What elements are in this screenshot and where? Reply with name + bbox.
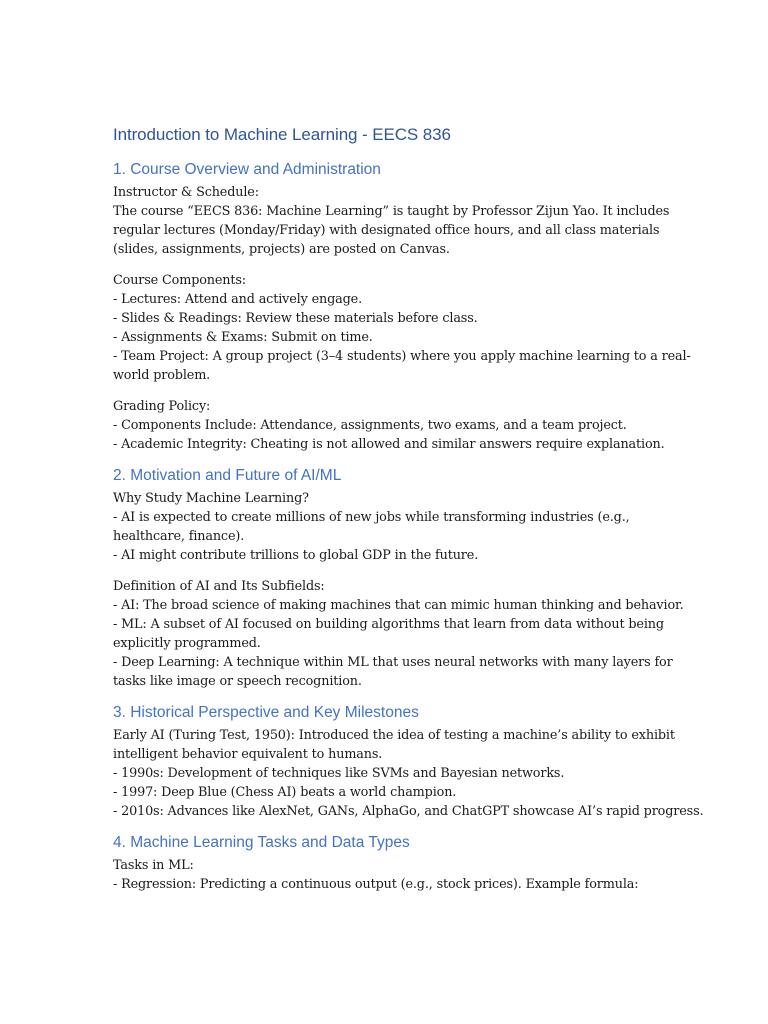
text-line: - Slides & Readings: Review these materials before class. [113,311,478,326]
text-line: world problem. [113,368,211,383]
text-line: - 1990s: Development of techniques like SVMs and Bayesian networks. [113,766,565,781]
text-line: (slides, assignments, projects) are posted on Canvas. [113,242,450,257]
text-line: - AI might contribute trillions to global GDP in the future. [113,548,479,563]
document-content [113,124,704,906]
section-2 [113,466,684,691]
document-title: Introduction to Machine Learning - EECS 836 [113,125,451,144]
paragraph [113,271,691,385]
paragraph [113,397,665,454]
text-line: - Team Project: A group project (3–4 students) where you apply machine learning to a real- [113,349,691,364]
text-line: explicitly programmed. [113,636,261,651]
text-line: The course “EECS 836: Machine Learning” is taught by Professor Zijun Yao. It includes [113,204,670,219]
text-line: - Lectures: Attend and actively engage. [113,292,363,307]
text-line: - 1997: Deep Blue (Chess AI) beats a world champion. [113,785,457,800]
section-heading: 4. Machine Learning Tasks and Data Types [113,834,410,851]
sections-container [113,160,704,894]
text-line: - Components Include: Attendance, assignments, two exams, and a team project. [113,418,627,433]
section-heading: 1. Course Overview and Administration [113,161,381,178]
text-line: - AI: The broad science of making machines that can mimic human thinking and behavior. [113,598,684,613]
paragraph [113,726,704,821]
section-3 [113,703,704,821]
text-line: - 2010s: Advances like AlexNet, GANs, AlphaGo, and ChatGPT showcase AI’s rapid progress. [113,804,704,819]
text-line: Tasks in ML: [113,858,194,873]
section-heading: 2. Motivation and Future of AI/ML [113,467,342,484]
text-line: - Academic Integrity: Cheating is not allowed and similar answers require explanation. [113,437,665,452]
paragraph [113,856,658,894]
section-4 [113,833,658,894]
text-line: Grading Policy: [113,399,211,414]
text-line: Instructor & Schedule: [113,185,259,200]
text-line: Why Study Machine Learning? [113,491,309,506]
text-line: - Deep Learning: A technique within ML that uses neural networks with many layers for [113,655,673,670]
section-1 [113,160,691,454]
text-line: intelligent behavior equivalent to humans. [113,747,383,762]
paragraph [113,489,658,565]
text-line: tasks like image or speech recognition. [113,674,362,689]
text-line: - Regression: Predicting a continuous output (e.g., stock prices). Example formula: [113,877,639,892]
text-line: - Assignments & Exams: Submit on time. [113,330,373,345]
text-line: Definition of AI and Its Subfields: [113,579,325,594]
text-line: - AI is expected to create millions of new jobs while transforming industries (e.g., [113,510,630,525]
text-line: Early AI (Turing Test, 1950): Introduced the idea of testing a machine’s ability to exhibit [113,728,675,743]
text-line: healthcare, finance). [113,529,245,544]
paragraph [113,183,670,259]
section-heading: 3. Historical Perspective and Key Milestones [113,704,419,721]
paragraph [113,577,684,691]
text-line: - ML: A subset of AI focused on building algorithms that learn from data without being [113,617,664,632]
text-line: Course Components: [113,273,246,288]
text-line: regular lectures (Monday/Friday) with designated office hours, and all class materials [113,223,660,238]
